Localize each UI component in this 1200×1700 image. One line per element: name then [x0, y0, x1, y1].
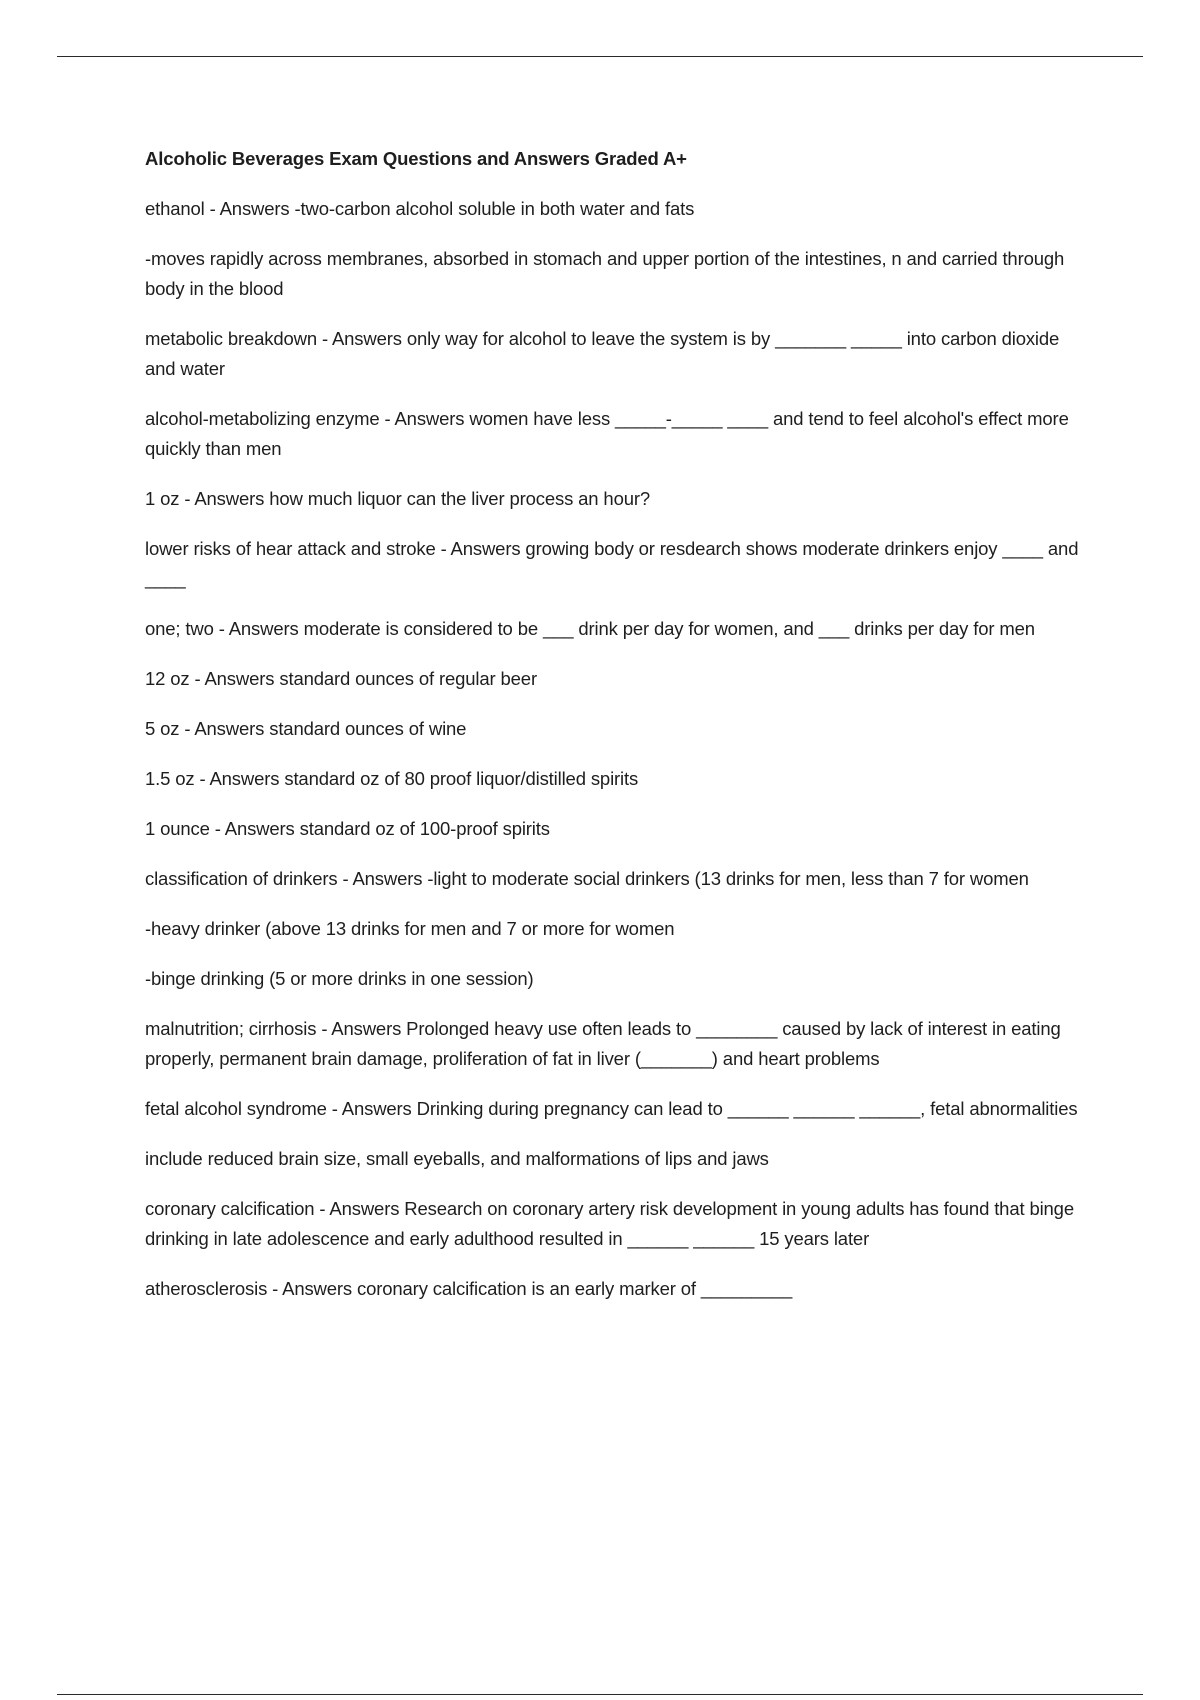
qa-paragraph: ethanol - Answers -two-carbon alcohol soluble in both water and fats	[145, 198, 695, 219]
qa-paragraph: 12 oz - Answers standard ounces of regular beer	[145, 668, 537, 689]
document-title: Alcoholic Beverages Exam Questions and Answers Graded A+	[145, 148, 687, 169]
qa-paragraph: lower risks of hear attack and stroke - Answers growing body or resdearch shows moderate drinkers enjoy ____ and ____	[145, 538, 1079, 589]
qa-paragraph: -binge drinking (5 or more drinks in one session)	[145, 968, 534, 989]
qa-paragraph: 1 oz - Answers how much liquor can the liver process an hour?	[145, 488, 650, 509]
header-rule	[57, 56, 1143, 57]
qa-paragraph: 1 ounce - Answers standard oz of 100-proof spirits	[145, 818, 550, 839]
qa-paragraph: include reduced brain size, small eyeballs, and malformations of lips and jaws	[145, 1148, 769, 1169]
qa-paragraph: one; two - Answers moderate is considered to be ___ drink per day for women, and ___ drinks per day for men	[145, 618, 1035, 639]
qa-paragraph: 1.5 oz - Answers standard oz of 80 proof liquor/distilled spirits	[145, 768, 639, 789]
qa-paragraph: 5 oz - Answers standard ounces of wine	[145, 718, 467, 739]
qa-paragraph: malnutrition; cirrhosis - Answers Prolonged heavy use often leads to ________ caused by lack of interest in eating properly, permanent brain damage, proliferation of fat in liver (_______) and heart problems	[145, 1018, 1061, 1069]
qa-paragraph: atherosclerosis - Answers coronary calcification is an early marker of _________	[145, 1278, 793, 1299]
footer-rule	[57, 1694, 1143, 1695]
qa-paragraph: alcohol-metabolizing enzyme - Answers women have less _____-_____ ____ and tend to feel alcohol's effect more quickly than men	[145, 408, 1069, 459]
qa-paragraph: classification of drinkers - Answers -light to moderate social drinkers (13 drinks for men, less than 7 for women	[145, 868, 1029, 889]
qa-paragraph: coronary calcification - Answers Research on coronary artery risk development in young adults has found that binge drinking in late adolescence and early adulthood resulted in ______ ______ 15 years later	[145, 1198, 1074, 1249]
qa-paragraph: metabolic breakdown - Answers only way for alcohol to leave the system is by _______ _____ into carbon dioxide and water	[145, 328, 1060, 379]
document-body	[145, 144, 1090, 1324]
qa-paragraph: -moves rapidly across membranes, absorbed in stomach and upper portion of the intestines, n and carried through body in the blood	[145, 248, 1065, 299]
qa-paragraph: -heavy drinker (above 13 drinks for men and 7 or more for women	[145, 918, 675, 939]
qa-paragraph: fetal alcohol syndrome - Answers Drinking during pregnancy can lead to ______ ______ ______, fetal abnormalities	[145, 1098, 1078, 1119]
